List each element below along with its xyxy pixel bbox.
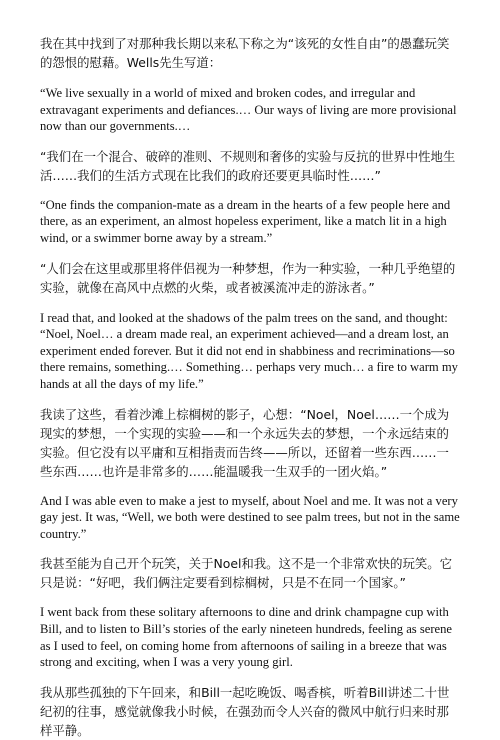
paragraph-en-4: And I was able even to make a jest to myself, about Noel and me. It was not a very gay jest. It was, “Well, we both were destined to see palm trees, but not in the same country.” (40, 493, 460, 541)
paragraph-zh-4: 我读了这些，看着沙滩上棕榈树的影子，心想：“Noel，Noel……一个成为现实的梦想，一个实现的实验——和一个永远失去的梦想，一个永远结束的实验。但它没有以平庸和互相指责而告终——所以，还留着一些东西……一些东西……也许是非常多的……能温暖我一生双手的一团火焰。” (40, 406, 450, 479)
paragraph-zh-3: “人们会在这里或那里将伴侣视为一种梦想，作为一种实验，一种几乎绝望的实验，就像在高风中点燃的火柴，或者被溪流冲走的游泳者。” (40, 260, 456, 295)
paragraph-zh-6: 我从那些孤独的下午回来，和Bill一起吃晚饭、喝香槟，听着Bill讲述二十世纪初的往事，感觉就像我小时候，在强劲而令人兴奋的微风中航行归来时那样平静。 (40, 684, 450, 738)
paragraph-en-2: “One finds the companion-mate as a dream in the hearts of a few people here and there, as an experiment, an almost hopeless experiment, like a match lit in a high wind, or a swimmer borne away by a stream.” (40, 197, 451, 245)
paragraph-en-3: I read that, and looked at the shadows of the palm trees on the sand, and thought: “Noel, Noel… a dream made real, an experiment achieved—and a dream lost, an experiment ended forever. But it did not end in shabbiness and recriminations—so there remains, something.… Something… perhaps very much… a fire to warm my hands at all the days of my life.” (40, 310, 458, 391)
paragraph-zh-1: 我在其中找到了对那种我长期以来私下称之为“该死的女性自由”的愚蠢玩笑的怨恨的慰藉。Wells先生写道： (40, 36, 450, 70)
paragraph-en-1: “We live sexually in a world of mixed and broken codes, and irregular and extravagant experiments and defiances.… Our ways of living are more provisional now than our governments.… (40, 86, 457, 134)
paragraph-zh-5: 我甚至能为自己开个玩笑，关于Noel和我。这不是一个非常欢快的玩笑。它只是说：“好吧，我们俩注定要看到棕榈树，只是不在同一个国家。” (40, 556, 453, 591)
paragraph-en-5: I went back from these solitary afternoons to dine and drink champagne cup with Bill, and to listen to Bill’s stories of the early nineteen hundreds, feeling as serene as I used to feel, on coming home from afternoons of sailing in a breeze that was strong and exciting, when I was a very young girl. (40, 605, 452, 670)
paragraph-zh-2: “我们在一个混合、破碎的准则、不规则和奢侈的实验与反抗的世界中性地生活……我们的生活方式现在比我们的政府还要更具临时性……” (40, 148, 456, 183)
